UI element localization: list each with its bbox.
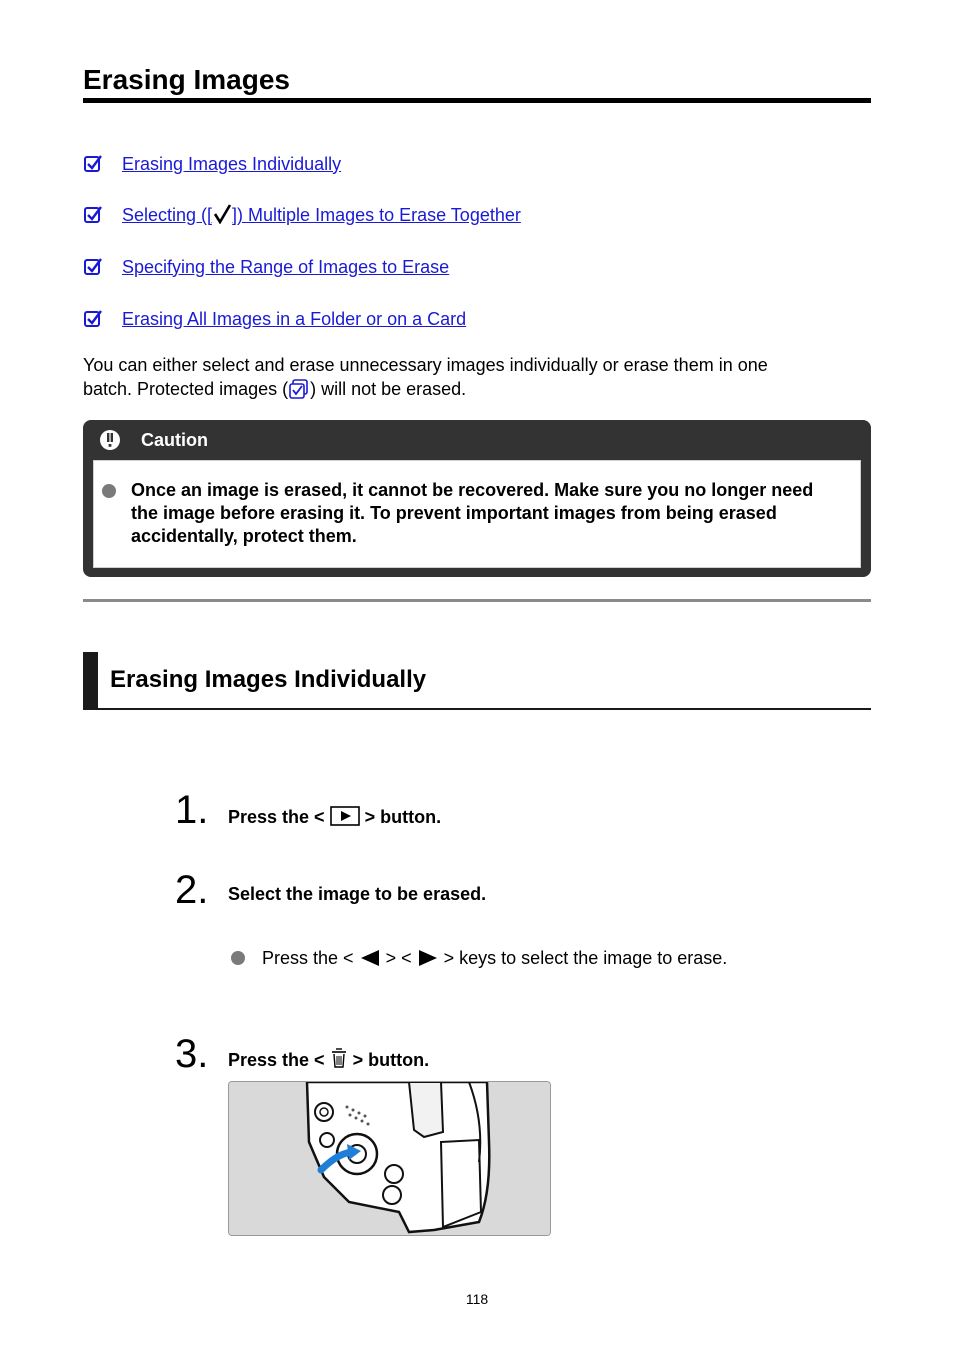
toc-item-1[interactable] xyxy=(83,152,341,176)
caution-header xyxy=(83,420,208,460)
check-icon xyxy=(83,154,103,174)
toc-item-4[interactable] xyxy=(83,307,466,331)
caution-box xyxy=(83,420,871,577)
caution-body xyxy=(93,460,861,568)
title-rule xyxy=(83,98,871,103)
check-icon xyxy=(83,257,103,277)
step-text-2: Select the image to be erased. xyxy=(228,884,487,904)
trash-icon xyxy=(330,1047,348,1069)
section-divider xyxy=(83,599,871,602)
toc-item-2[interactable] xyxy=(83,203,521,227)
step-text-3: Press the < > button. xyxy=(228,1047,429,1072)
playback-icon xyxy=(330,806,360,826)
bullet-dot xyxy=(231,951,245,965)
step-number-1: 1. xyxy=(175,788,209,832)
camera-drawing xyxy=(229,1082,550,1235)
toc-link-2[interactable]: Selecting ([ ]) Multiple Images to Erase Together xyxy=(122,205,521,225)
checkmark-icon xyxy=(212,204,232,224)
step-2-detail: Press the < > < > keys to select the image to erase. xyxy=(262,948,728,968)
check-icon xyxy=(83,309,103,329)
right-triangle-icon xyxy=(417,949,439,967)
page-title: Erasing Images xyxy=(83,64,290,95)
left-triangle-icon xyxy=(359,949,381,967)
step-number-3: 3. xyxy=(175,1032,209,1076)
check-icon xyxy=(83,205,103,225)
caution-icon xyxy=(99,429,121,451)
protect-icon xyxy=(288,378,310,400)
intro-paragraph: You can either select and erase unnecessary images individually or erase them in one batch. Protected images ( ) will not be erased. xyxy=(83,355,768,399)
page-number: 118 xyxy=(465,1291,489,1307)
section-bar xyxy=(83,652,98,709)
bullet-dot xyxy=(102,484,116,498)
camera-illustration xyxy=(228,1081,551,1236)
step-number-2: 2. xyxy=(175,868,209,912)
toc-link-3[interactable]: Specifying the Range of Images to Erase xyxy=(122,256,450,277)
caution-title: Caution xyxy=(141,429,208,450)
step-text-1: Press the < > button. xyxy=(228,807,442,827)
toc-item-3[interactable] xyxy=(83,255,449,279)
section-underline xyxy=(83,708,871,710)
toc-link-4[interactable]: Erasing All Images in a Folder or on a Card xyxy=(122,308,467,329)
caution-text: Once an image is erased, it cannot be recovered. Make sure you no longer need the image before erasing it. To prevent important images from being erased accidentally, protect them. xyxy=(131,480,814,546)
section-title: Erasing Images Individually xyxy=(110,666,427,693)
toc-link-1[interactable]: Erasing Images Individually xyxy=(122,153,342,174)
